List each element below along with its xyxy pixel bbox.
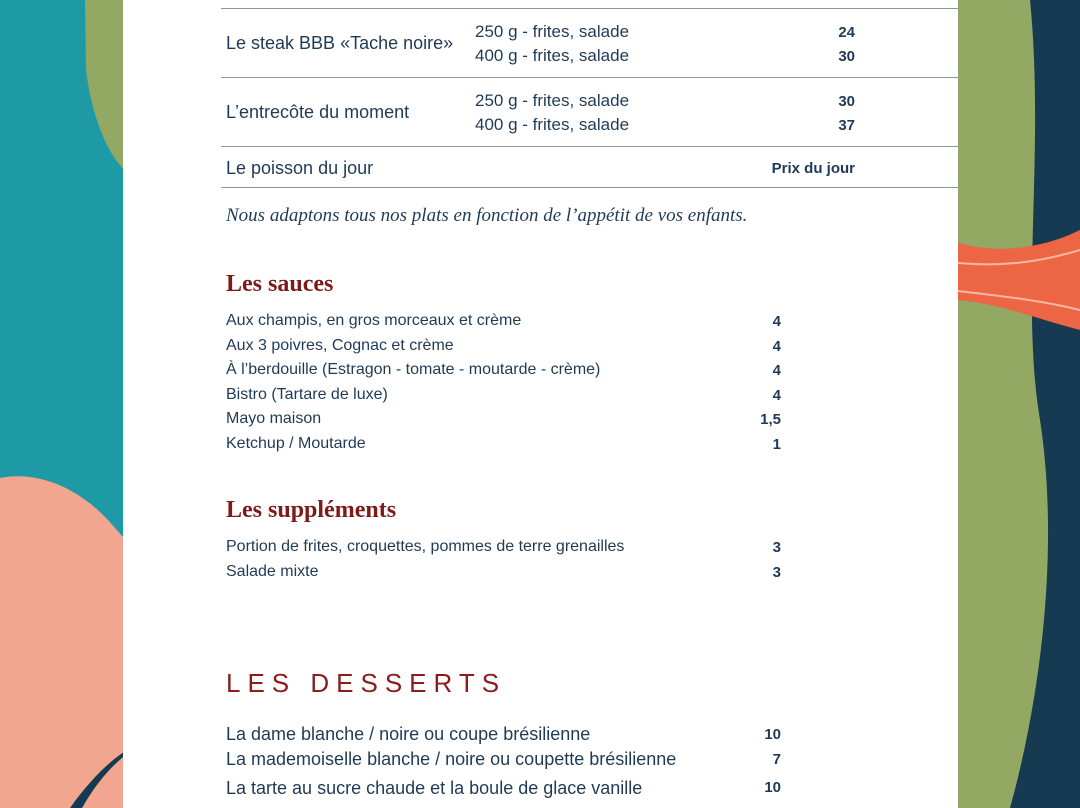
sauce-price: 4: [772, 338, 781, 355]
sauce-item: Bistro (Tartare de luxe): [226, 386, 388, 403]
sauce-price: 1,5: [760, 411, 781, 428]
main-item-price: Prix du jour: [771, 160, 855, 177]
supplement-item: Portion de frites, croquettes, pommes de terre grenailles: [226, 538, 625, 555]
main-item-price: 37: [838, 117, 855, 134]
main-item-name: L’entrecôte du moment: [226, 102, 410, 122]
divider: [221, 8, 959, 9]
main-item-option: 400 g - frites, salade: [475, 115, 630, 134]
supplement-price: 3: [772, 564, 781, 581]
dessert-item: La mademoiselle blanche / noire ou coupette brésilienne: [226, 749, 677, 769]
section-title-desserts: LES DESSERTS: [226, 668, 507, 698]
dessert-item: La dame blanche / noire ou coupe brésilienne: [226, 724, 591, 744]
main-item-price: 30: [838, 48, 855, 65]
main-item-option: 400 g - frites, salade: [475, 46, 630, 65]
sauce-item: Aux 3 poivres, Cognac et crème: [226, 337, 454, 354]
main-item-option: 250 g - frites, salade: [475, 22, 630, 41]
divider: [221, 187, 959, 188]
sauce-item: Aux champis, en gros morceaux et crème: [226, 312, 522, 329]
main-item-price: 24: [838, 24, 855, 41]
sauce-item: Ketchup / Moutarde: [226, 435, 366, 452]
sauce-price: 4: [772, 313, 781, 330]
supplement-price: 3: [772, 539, 781, 556]
sauce-price: 4: [772, 362, 781, 379]
divider: [221, 77, 959, 78]
sauce-item: Mayo maison: [226, 410, 322, 427]
main-item-name: Le poisson du jour: [226, 158, 374, 178]
main-item-price: 30: [838, 93, 855, 110]
divider: [221, 146, 959, 147]
supplement-item: Salade mixte: [226, 563, 319, 580]
dessert-item: La tarte au sucre chaude et la boule de glace vanille: [226, 778, 643, 798]
sauce-price: 4: [772, 387, 781, 404]
main-item-option: 250 g - frites, salade: [475, 91, 630, 110]
section-title-supplements: Les suppléments: [226, 497, 397, 523]
section-title-sauces: Les sauces: [226, 271, 334, 297]
sauce-item: À l’berdouille (Estragon - tomate - moutarde - crème): [226, 361, 601, 378]
main-item-name: Le steak BBB «Tache noire»: [226, 33, 454, 53]
menu-page: [123, 0, 958, 808]
children-note: Nous adaptons tous nos plats en fonction de l’appétit de vos enfants.: [226, 205, 748, 226]
dessert-price: 10: [764, 726, 781, 743]
dessert-price: 7: [772, 751, 781, 768]
dessert-price: 10: [764, 779, 781, 796]
sauce-price: 1: [772, 436, 781, 453]
